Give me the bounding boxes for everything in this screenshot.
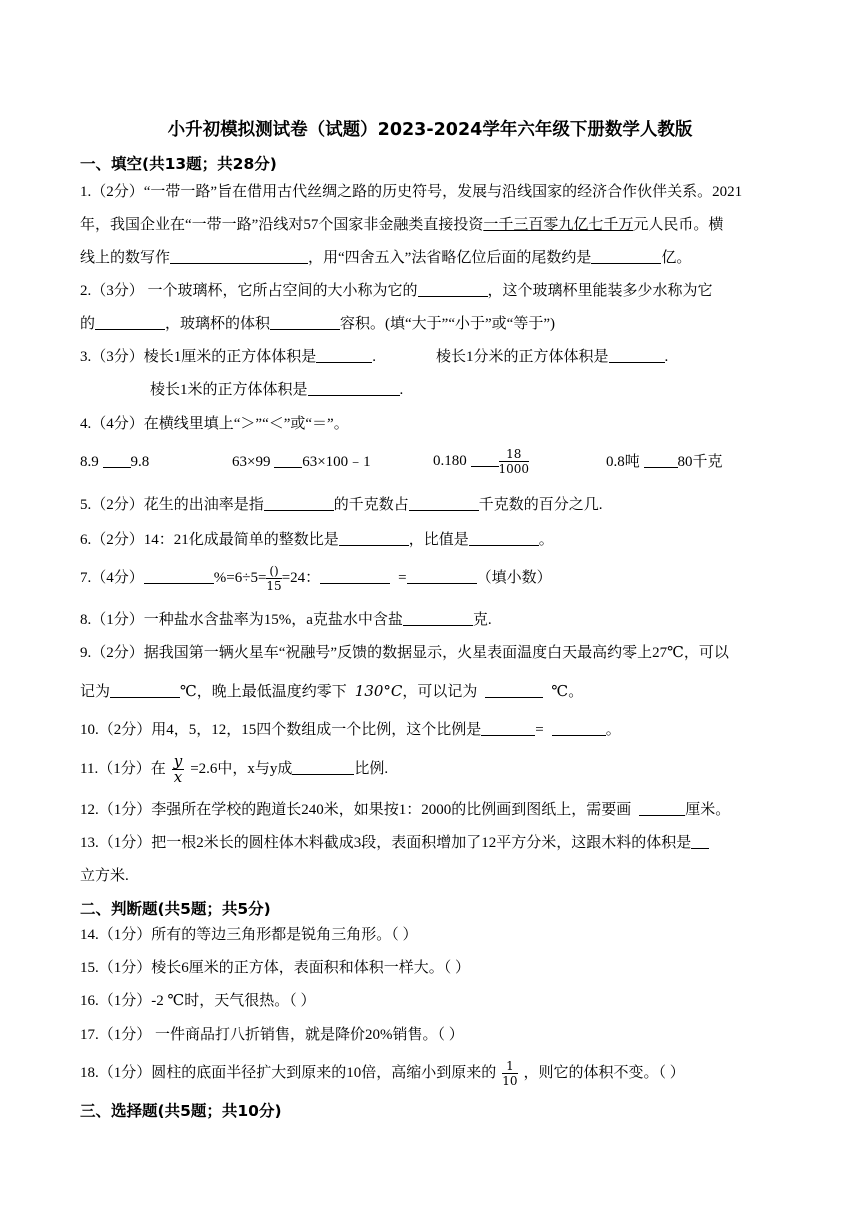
q4-compare-4: 0.8吨 80千克 (606, 454, 723, 470)
answer-blank[interactable] (639, 801, 685, 816)
section-heading-multiple-choice: 三、选择题(共5题；共10分) (80, 1102, 282, 1120)
q3-line-1: 3.（3分）棱长1厘米的正方体体积是 . 棱长1分米的正方体体积是 . (80, 349, 669, 365)
answer-blank[interactable] (485, 683, 543, 698)
answer-blank[interactable] (644, 453, 678, 468)
q18-line: 18.（1分）圆柱的底面半径扩大到原来的10倍，高缩小到原来的 $\frac{1}{10}$ ，则它的体积不变。（ ） (80, 1059, 685, 1089)
q15-line: 15.（1分）棱长6厘米的正方体，表面积和体积一样大。（ ） (80, 960, 471, 976)
answer-blank[interactable] (469, 531, 539, 546)
q4-compare-3: 0.180 $\frac{18}{1000}$ (433, 447, 530, 477)
answer-blank[interactable] (471, 452, 499, 467)
answer-blank[interactable] (144, 569, 214, 584)
answer-blank[interactable] (95, 315, 165, 330)
q14-line: 14.（1分）所有的等边三角形都是锐角三角形。（ ） (80, 927, 418, 943)
answer-blank[interactable] (481, 721, 535, 736)
answer-blank[interactable] (691, 834, 709, 849)
answer-blank[interactable] (292, 760, 354, 775)
answer-blank[interactable] (409, 496, 479, 511)
q12-line: 12.（1分）李强所在学校的跑道长240米，如果按1：2000的比例画到图纸上，需要画 厘米。 (80, 802, 731, 818)
fraction: $\frac{18}{1000}$ (498, 447, 530, 477)
underlined-amount: 一千三百零九亿七千万 (483, 217, 634, 233)
answer-blank[interactable] (320, 569, 390, 584)
q10-line: 10.（2分）用4，5，12，15四个数组成一个比例，这个比例是 = 。 (80, 722, 621, 738)
answer-blank[interactable] (316, 348, 372, 363)
q1-line-3: 线上的数写作 ，用“四舍五入”法省略亿位后面的尾数约是 亿。 (80, 250, 692, 266)
section-heading-fill-in: 一、填空(共13题；共28分) (80, 155, 277, 173)
q8-line: 8.（1分）一种盐水含盐率为15%，a克盐水中含盐 克. (80, 612, 492, 628)
answer-blank[interactable] (591, 249, 661, 264)
answer-blank[interactable] (403, 611, 473, 626)
fraction: $\frac{1}{10}$ (502, 1059, 518, 1089)
section-heading-true-false: 二、判断题(共5题；共5分) (80, 900, 271, 918)
exam-title: 小升初模拟测试卷（试题）2023-2024学年六年级下册数学人教版 (167, 120, 693, 140)
q9-line-1: 9.（2分）据我国第一辆火星车“祝融号”反馈的数据显示，火星表面温度白天最高约零上27℃，可以 (80, 645, 729, 661)
q2-line-2: 的 ，玻璃杯的体积 容积。(填“大于”“小于”或“等于”) (80, 316, 555, 332)
answer-blank[interactable] (552, 721, 606, 736)
q4-line-1: 4.（4分）在横线里填上“＞”“＜”或“＝”。 (80, 416, 349, 432)
answer-blank[interactable] (609, 348, 665, 363)
answer-blank[interactable] (103, 453, 131, 468)
answer-blank[interactable] (170, 249, 308, 264)
q6-line: 6.（2分）14：21化成最简单的整数比是 ，比值是 。 (80, 532, 554, 548)
q13-line-1: 13.（1分）把一根2米长的圆柱体木料截成3段，表面积增加了12平方分米，这跟木料的体积是 (80, 833, 709, 853)
answer-blank[interactable] (339, 531, 409, 546)
q4-compare-1: 8.9 9.8 (80, 454, 150, 470)
answer-blank[interactable] (110, 683, 180, 698)
answer-blank[interactable] (418, 282, 488, 297)
q4-compare-2: 63×99 63×100﹣1 (232, 454, 371, 470)
fraction: $\frac{()}{15}$ (266, 564, 282, 594)
answer-blank[interactable] (264, 496, 334, 511)
q11-line: 11.（1分）在 $\frac{y}{x}$ =2.6中，x与y成 比例. (80, 752, 389, 787)
answer-blank[interactable] (270, 315, 340, 330)
answer-blank[interactable] (274, 453, 302, 468)
q3-line-2: 棱长1米的正方体体积是 . (150, 382, 404, 398)
q16-line: 16.（1分）-2 ℃时，天气很热。（ ） (80, 993, 316, 1009)
q13-line-2: 立方米. (80, 868, 129, 884)
q5-line: 5.（2分）花生的出油率是指 的千克数占 千克数的百分之几. (80, 497, 603, 513)
q7-line: 7.（4分） %=6÷5= $\frac{()}{15}$ =24： = （填小数） (80, 564, 552, 594)
q1-line-2: 年，我国企业在“一带一路”沿线对57个国家非金融类直接投资一千三百零九亿七千万元人民币。横 (80, 217, 724, 233)
q2-line-1: 2.（3分） 一个玻璃杯，它所占空间的大小称为它的 ，这个玻璃杯里能装多少水称为它 (80, 283, 713, 299)
fraction: $\frac{y}{x}$ (173, 752, 183, 787)
q1-line-1: 1.（2分）“一带一路”旨在借用古代丝绸之路的历史符号，发展与沿线国家的经济合作伙伴关系。2021 (80, 184, 743, 200)
q17-line: 17.（1分） 一件商品打八折销售，就是降价20%销售。（ ） (80, 1027, 464, 1043)
q9-line-2: 记为 ℃，晚上最低温度约零下 130°C，可以记为 ℃。 (80, 682, 584, 700)
answer-blank[interactable] (308, 381, 400, 396)
answer-blank[interactable] (407, 569, 477, 584)
